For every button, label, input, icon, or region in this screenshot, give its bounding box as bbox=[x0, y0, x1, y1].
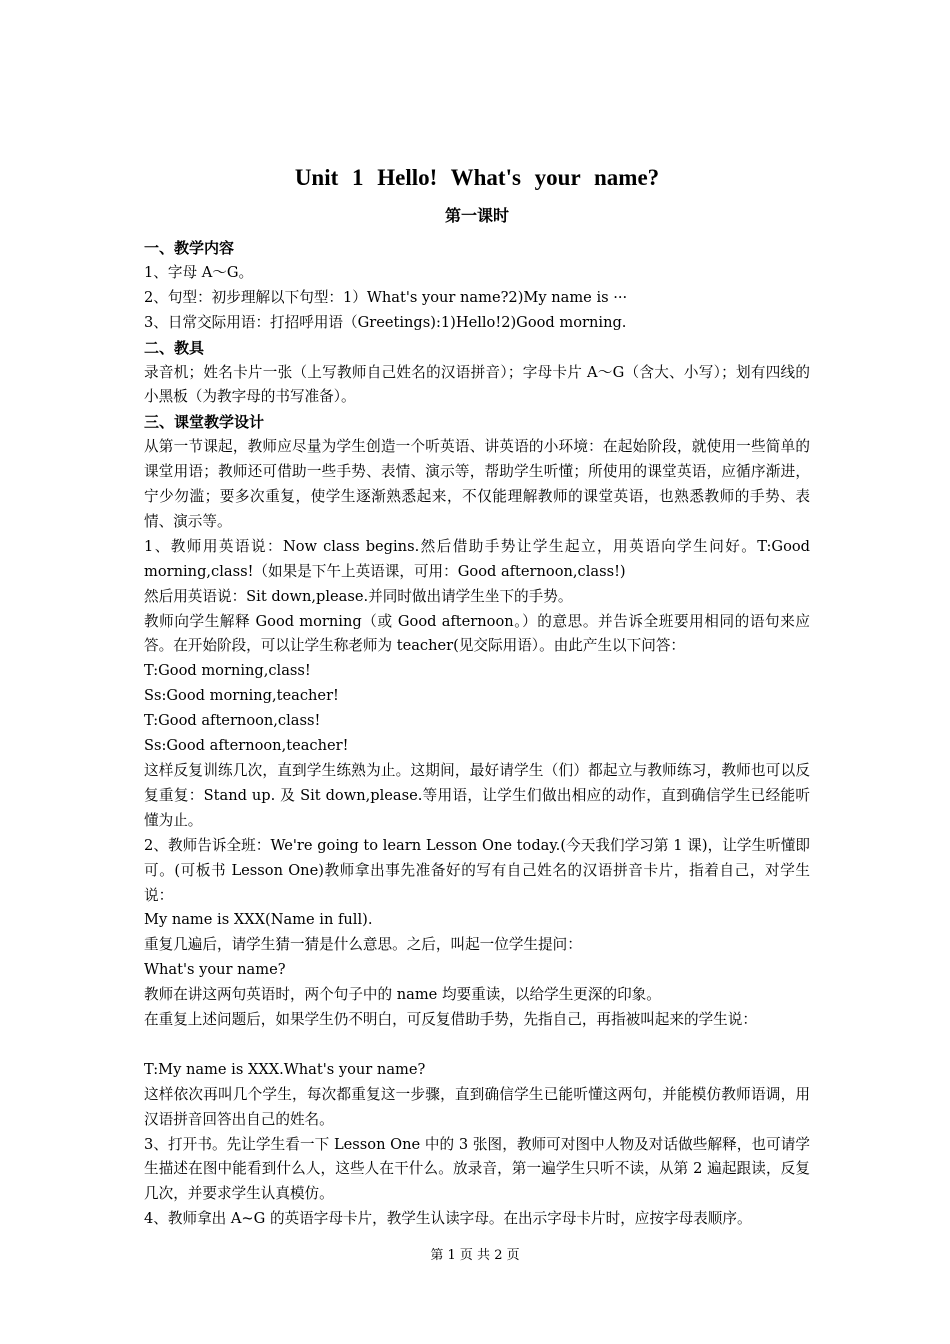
paragraph: 2、教师告诉全班：We're going to learn Lesson One today.(今天我们学习第 1 课)，让学生听懂即可。(可板书 Lesson One)教师拿出事先准备好的写有自己姓名的汉语拼音卡片，指着自己，对学生说： bbox=[144, 836, 810, 904]
paragraph: 1、教师用英语说：Now class begins.然后借助手势让学生起立，用英语向学生问好。T:Good morning,class!（如果是下午上英语课，可用：Good afternoon,class!) bbox=[144, 537, 810, 580]
section-heading: 一、教学内容 bbox=[144, 239, 235, 257]
paragraph: 教师向学生解释 Good morning（或 Good afternoon。）的意思。并告诉全班要用相同的语句来应答。在开始阶段，可以让学生称老师为 teacher(见交际用语）。由此产生以下问答： bbox=[144, 612, 810, 655]
paragraph: T:Good afternoon,class! bbox=[144, 712, 321, 730]
document-page bbox=[144, 160, 810, 1232]
paragraph: T:My name is XXX.What's your name? bbox=[144, 1060, 426, 1078]
paragraph: 录音机；姓名卡片一张（上写教师自己姓名的汉语拼音）；字母卡片 A～G（含大、小写）；划有四线的小黑板（为教字母的书写准备）。 bbox=[144, 363, 810, 406]
paragraph: 在重复上述问题后，如果学生仍不明白，可反复借助手势，先指自己，再指被叫起来的学生说： bbox=[144, 1011, 757, 1029]
paragraph: 这样反复训练几次，直到学生练熟为止。这期间，最好请学生（们）都起立与教师练习，教师也可以反复重复：Stand up. 及 Sit down,please.等用语，让学生们做出相应的动作，直到确信学生已经能听懂为止。 bbox=[144, 761, 810, 829]
paragraph: 然后用英语说：Sit down,please.并同时做出请学生坐下的手势。 bbox=[144, 587, 573, 605]
lesson-subtitle: 第一课时 bbox=[444, 206, 509, 225]
section-heading: 二、教具 bbox=[144, 338, 205, 357]
document-title: Unit 1 Hello! What's your name? bbox=[294, 165, 660, 190]
paragraph: 重复几遍后，请学生猜一猜是什么意思。之后，叫起一位学生提问： bbox=[144, 936, 582, 954]
paragraph: 1、字母 A～G。 bbox=[144, 263, 254, 281]
paragraph: What's your name? bbox=[144, 961, 286, 979]
paragraph: 4、教师拿出 A~G 的英语字母卡片，教学生认读字母。在出示字母卡片时，应按字母表顺序。 bbox=[144, 1210, 752, 1228]
section-heading: 三、课堂教学设计 bbox=[144, 413, 265, 432]
paragraph: My name is XXX(Name in full). bbox=[144, 911, 373, 929]
paragraph: Ss:Good afternoon,teacher! bbox=[144, 737, 349, 755]
document-body bbox=[144, 236, 810, 1232]
paragraph: T:Good morning,class! bbox=[144, 662, 311, 680]
blank-line bbox=[144, 1033, 810, 1058]
page-footer: 第 1 页 共 2 页 bbox=[430, 1248, 520, 1263]
paragraph: 2、句型：初步理解以下句型：1）What's your name?2)My name is ··· bbox=[144, 288, 628, 306]
paragraph: 从第一节课起，教师应尽量为学生创造一个听英语、讲英语的小环境：在起始阶段，就使用一些简单的课堂用语；教师还可借助一些手势、表情、演示等，帮助学生听懂；所使用的课堂英语，应循序渐进，宁少勿滥；要多次重复，使学生逐渐熟悉起来，不仅能理解教师的课堂英语，也熟悉教师的手势、表情、演示等。 bbox=[144, 438, 810, 530]
paragraph: 这样依次再叫几个学生，每次都重复这一步骤，直到确信学生已能听懂这两句，并能模仿教师语调，用汉语拼音回答出自己的姓名。 bbox=[144, 1085, 810, 1128]
paragraph: 3、打开书。先让学生看一下 Lesson One 中的 3 张图，教师可对图中人物及对话做些解释，也可请学生描述在图中能看到什么人，这些人在干什么。放录音，第一遍学生只听不读，从第 2 遍起跟读，反复几次，并要求学生认真模仿。 bbox=[144, 1135, 810, 1203]
paragraph: 教师在讲这两句英语时，两个句子中的 name 均要重读，以给学生更深的印象。 bbox=[144, 986, 661, 1004]
paragraph: Ss:Good morning,teacher! bbox=[144, 687, 339, 705]
paragraph: 3、日常交际用语：打招呼用语（Greetings):1)Hello!2)Good morning. bbox=[144, 313, 627, 331]
